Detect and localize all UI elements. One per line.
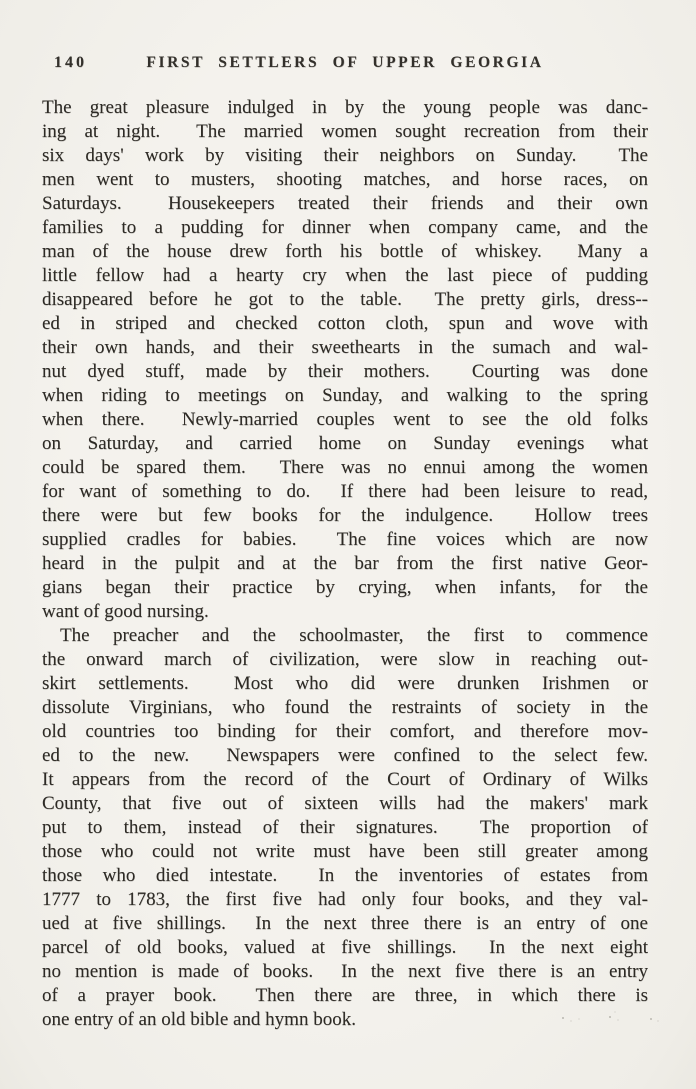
text-line: The preacher and the schoolmaster, the first to commence xyxy=(60,625,648,646)
text-line: when there. Newly-married couples went to see the old folks xyxy=(42,409,648,430)
text-line: dissolute Virginians, who found the restraints of society in the xyxy=(42,697,648,718)
text-line: County, that five out of sixteen wills had the makers' mark xyxy=(42,793,648,814)
text-line: parcel of old books, valued at five shillings. In the next eight xyxy=(42,937,648,958)
scan-smudge xyxy=(555,1008,665,1026)
text-line: ed to the new. Newspapers were confined to the select few. xyxy=(42,745,648,766)
text-line: families to a pudding for dinner when company came, and the xyxy=(42,217,648,238)
text-line: no mention is made of books. In the next five there is an entry xyxy=(42,961,648,982)
text-line: those who could not write must have been still greater among xyxy=(42,841,648,862)
text-line: disappeared before he got to the table. The pretty girls, dress-- xyxy=(42,289,648,310)
text-line: man of the house drew forth his bottle of whiskey. Many a xyxy=(42,241,648,262)
text-line: there were but few books for the indulgence. Hollow trees xyxy=(42,505,648,526)
text-line: ed in striped and checked cotton cloth, spun and wove with xyxy=(42,313,648,334)
text-line: nut dyed stuff, made by their mothers. Courting was done xyxy=(42,361,648,382)
text-line: 1777 to 1783, the first five had only four books, and they val- xyxy=(42,889,648,910)
text-line: skirt settlements. Most who did were drunken Irishmen or xyxy=(42,673,648,694)
text-line: put to them, instead of their signatures. The proportion of xyxy=(42,817,648,838)
text-line: ued at five shillings. In the next three there is an entry of one xyxy=(42,913,648,934)
text-line: one entry of an old bible and hymn book. xyxy=(42,1009,356,1030)
paragraph xyxy=(42,624,648,1032)
text-line: want of good nursing. xyxy=(42,601,209,622)
body-text xyxy=(42,96,648,1032)
running-header xyxy=(42,54,648,76)
text-line: of a prayer book. Then there are three, in which there is xyxy=(42,985,648,1006)
text-line: It appears from the record of the Court of Ordinary of Wilks xyxy=(42,769,648,790)
text-line: The great pleasure indulged in by the young people was danc- xyxy=(42,97,648,118)
text-line: the onward march of civilization, were slow in reaching out- xyxy=(42,649,648,670)
text-line: little fellow had a hearty cry when the last piece of pudding xyxy=(42,265,648,286)
text-line: supplied cradles for babies. The fine voices which are now xyxy=(42,529,648,550)
text-line: men went to musters, shooting matches, and horse races, on xyxy=(42,169,648,190)
text-line: Saturdays. Housekeepers treated their friends and their own xyxy=(42,193,648,214)
text-line: could be spared them. There was no ennui among the women xyxy=(42,457,648,478)
text-line: heard in the pulpit and at the bar from the first native Geor- xyxy=(42,553,648,574)
text-line: six days' work by visiting their neighbors on Sunday. The xyxy=(42,145,648,166)
text-line: on Saturday, and carried home on Sunday evenings what xyxy=(42,433,648,454)
text-line: their own hands, and their sweethearts in the sumach and wal- xyxy=(42,337,648,358)
text-line: ing at night. The married women sought recreation from their xyxy=(42,121,648,142)
text-line: gians began their practice by crying, when infants, for the xyxy=(42,577,648,598)
page-number: 140 xyxy=(54,54,87,71)
running-head-title: FIRST SETTLERS OF UPPER GEORGIA xyxy=(146,54,544,71)
text-line: those who died intestate. In the inventories of estates from xyxy=(42,865,648,886)
text-line: when riding to meetings on Sunday, and walking to the spring xyxy=(42,385,648,406)
text-line: old countries too binding for their comfort, and therefore mov- xyxy=(42,721,648,742)
paragraph xyxy=(42,96,648,624)
text-line: for want of something to do. If there had been leisure to read, xyxy=(42,481,648,502)
